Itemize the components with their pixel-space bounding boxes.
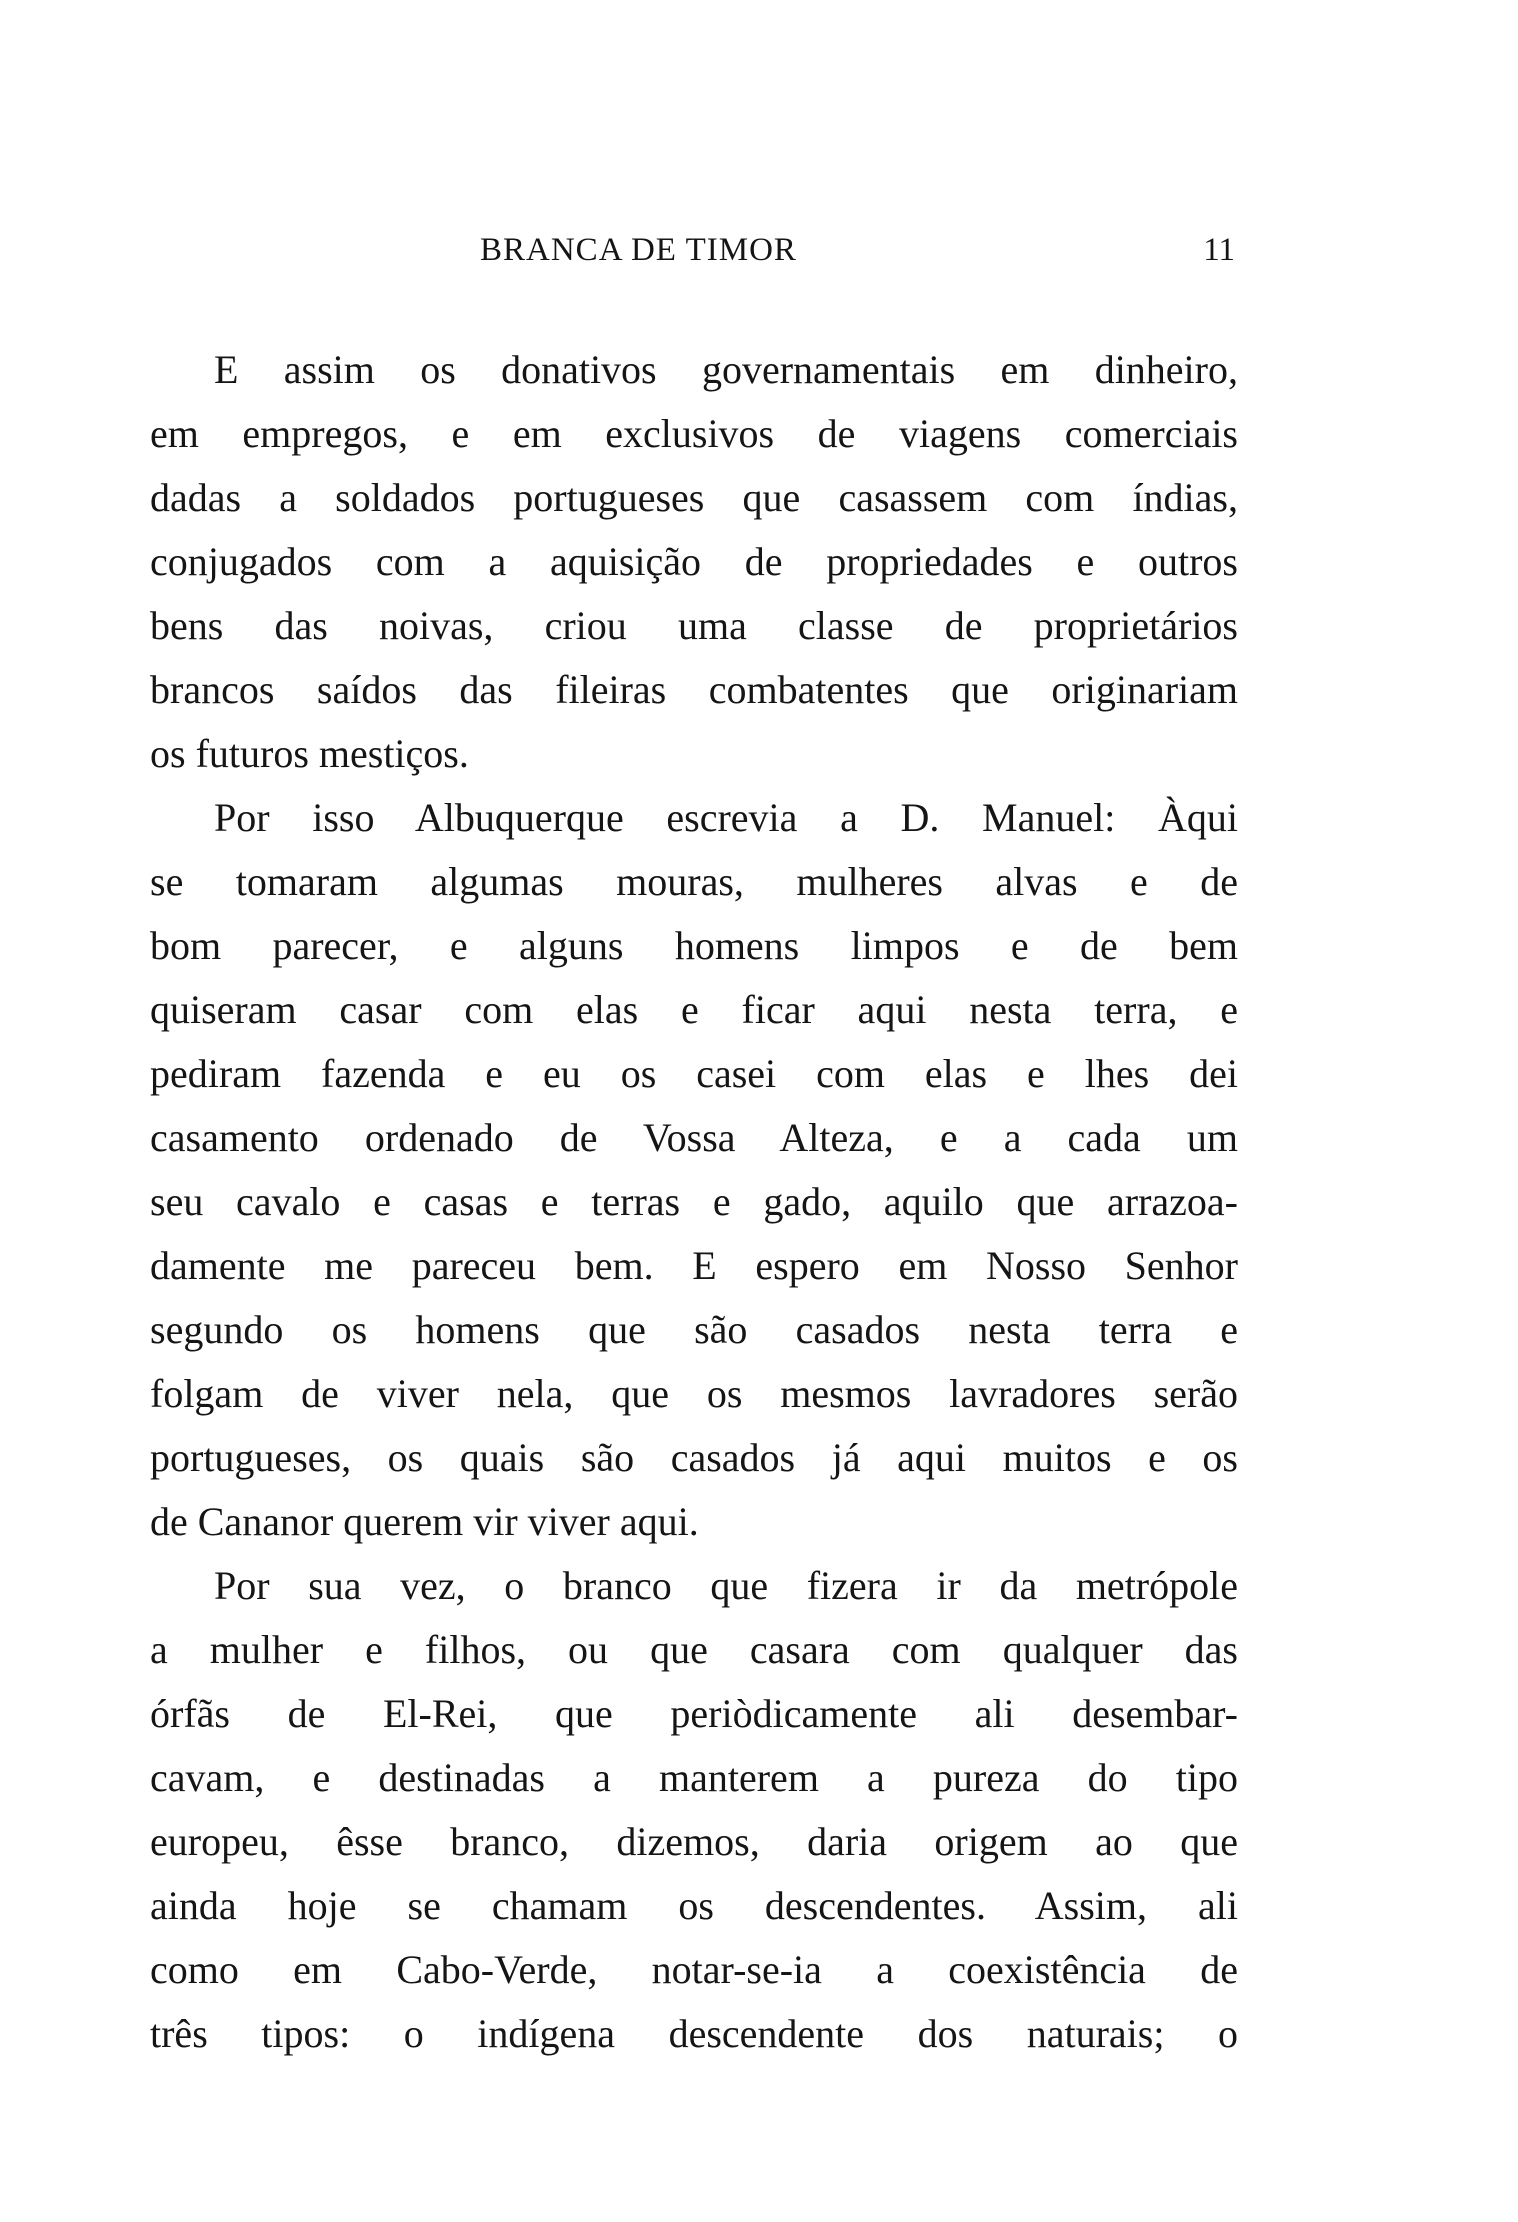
text-line: dadas a soldados portugueses que casassem com índias, bbox=[150, 475, 1238, 520]
text-line: quiseram casar com elas e ficar aqui nesta terra, e bbox=[150, 987, 1238, 1032]
text-line: bom parecer, e alguns homens limpos e de bem bbox=[150, 923, 1238, 968]
running-title: BRANCA DE TIMOR bbox=[480, 232, 797, 268]
text-line: órfãs de El-Rei, que periòdicamente ali desembar- bbox=[150, 1691, 1238, 1736]
text-line: europeu, êsse branco, dizemos, daria origem ao que bbox=[150, 1819, 1238, 1864]
text-line: ainda hoje se chamam os descendentes. Assim, ali bbox=[150, 1883, 1238, 1928]
text-line: três tipos: o indígena descendente dos naturais; o bbox=[150, 2011, 1238, 2056]
text-line: se tomaram algumas mouras, mulheres alvas e de bbox=[150, 859, 1238, 904]
text-line: a mulher e filhos, ou que casara com qualquer das bbox=[150, 1627, 1238, 1672]
text-line: como em Cabo-Verde, notar-se-ia a coexistência de bbox=[150, 1947, 1238, 1992]
text-line: damente me pareceu bem. E espero em Nosso Senhor bbox=[150, 1243, 1238, 1288]
text-line: Por sua vez, o branco que fizera ir da metrópole bbox=[214, 1563, 1238, 1608]
text-line: brancos saídos das fileiras combatentes que originariam bbox=[150, 667, 1238, 712]
text-line: conjugados com a aquisição de propriedades e outros bbox=[150, 539, 1238, 584]
text-line: cavam, e destinadas a manterem a pureza do tipo bbox=[150, 1755, 1238, 1800]
text-line: casamento ordenado de Vossa Alteza, e a cada um bbox=[150, 1115, 1238, 1160]
text-line: Por isso Albuquerque escrevia a D. Manuel: Àqui bbox=[214, 795, 1238, 840]
text-line: folgam de viver nela, que os mesmos lavradores serão bbox=[150, 1371, 1238, 1416]
text-line: de Cananor querem vir viver aqui. bbox=[150, 1499, 699, 1544]
text-line: seu cavalo e casas e terras e gado, aquilo que arrazoa- bbox=[150, 1179, 1238, 1224]
text-line: E assim os donativos governamentais em dinheiro, bbox=[214, 347, 1238, 392]
running-head bbox=[150, 232, 1235, 282]
text-line: bens das noivas, criou uma classe de proprietários bbox=[150, 603, 1238, 648]
page-number: 11 bbox=[1203, 232, 1235, 268]
body-text bbox=[150, 338, 1238, 2066]
text-line: portugueses, os quais são casados já aqui muitos e os bbox=[150, 1435, 1238, 1480]
text-line: segundo os homens que são casados nesta terra e bbox=[150, 1307, 1238, 1352]
text-line: os futuros mestiços. bbox=[150, 731, 469, 776]
text-line: em empregos, e em exclusivos de viagens comerciais bbox=[150, 411, 1238, 456]
text-line: pediram fazenda e eu os casei com elas e lhes dei bbox=[150, 1051, 1238, 1096]
